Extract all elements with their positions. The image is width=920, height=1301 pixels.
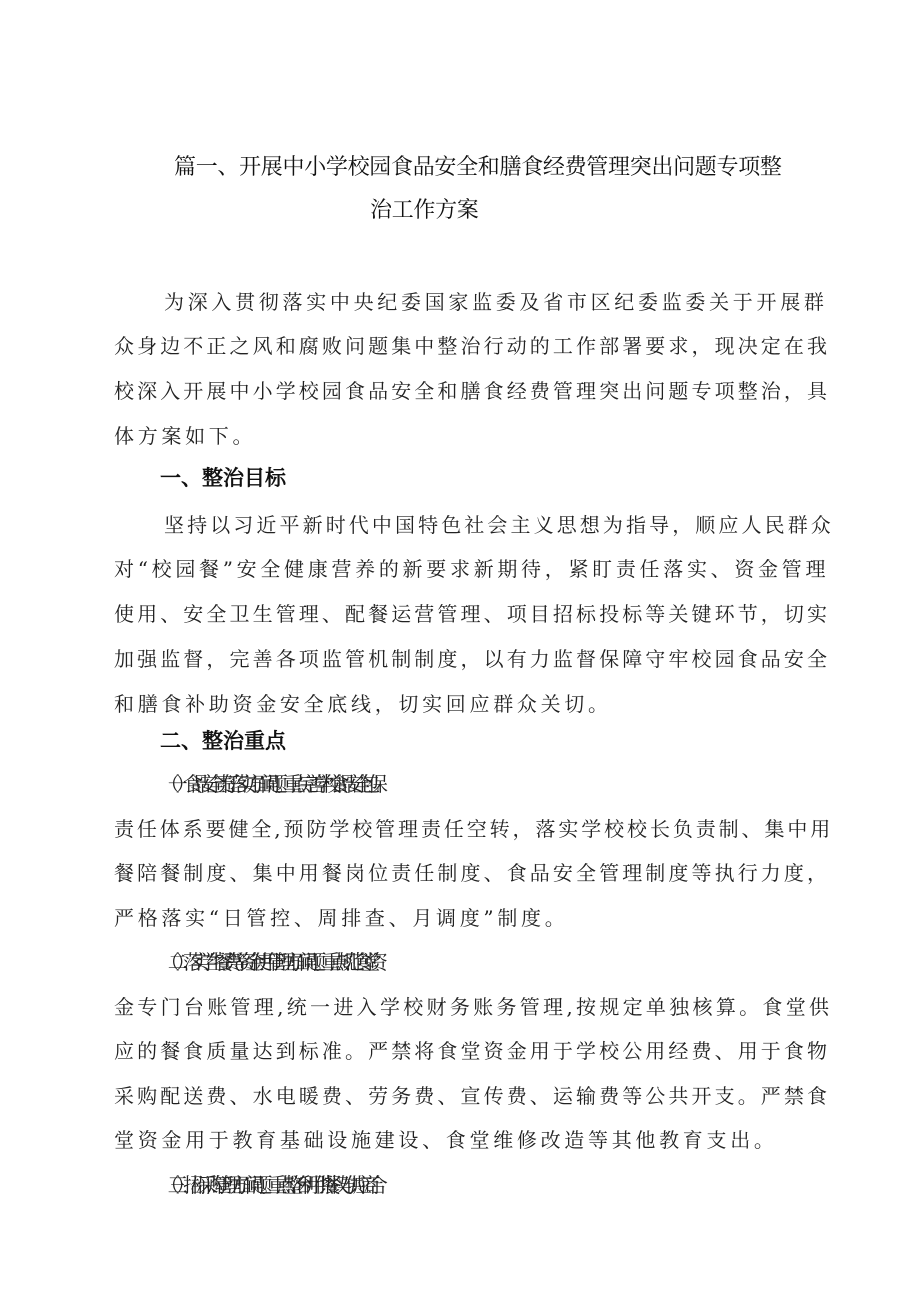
focus-item-1-line: （一）食品安全责任落实方面问题。重点完善学校食品安全包保: [160, 772, 376, 796]
focus-item-1-line: 严格落实“日管控、周排查、月调度”制度。: [114, 906, 569, 930]
focus-item-1-line: 责任体系要健全,预防学校管理责任空转，落实学校校长负责制、集中用: [114, 817, 834, 841]
section-heading-focus: 二、整治重点: [160, 729, 286, 753]
goals-paragraph-line: 加强监督，完善各项监管机制制度，以有力监督保障守牢校园食品安全: [114, 647, 831, 671]
focus-item-3-line: （三）招标采购管理方面问题。重点整治利用供餐权与供应商合: [160, 1173, 376, 1197]
focus-item-2-line: 金专门台账管理,统一进入学校财务账务管理,按规定单独核算。食堂供: [114, 995, 833, 1019]
document-title-line-2: 治工作方案: [370, 198, 479, 223]
focus-item-2-line: 应的餐食质量达到标准。严禁将食堂资金用于学校公用经费、用于食物: [114, 1039, 831, 1063]
section-heading-goals: 一、整治目标: [160, 466, 286, 490]
intro-paragraph-line: 体方案如下。: [114, 424, 257, 448]
goals-paragraph-line: 和膳食补助资金安全底线，切实回应群众关切。: [114, 692, 612, 716]
focus-item-2-line: （二）落实学生餐费等资金使用管理方面问题。重点规范食堂资: [160, 950, 376, 974]
intro-paragraph-line: 校深入开展中小学校园食品安全和膳食经费管理突出问题专项整治，具: [114, 379, 831, 403]
focus-item-2-line: 采购配送费、水电暖费、劳务费、宣传费、运输费等公共开支。严禁食: [114, 1084, 831, 1108]
intro-paragraph-line: 为深入贯彻落实中央纪委国家监委及省市区纪委监委关于开展群: [164, 290, 828, 314]
goals-paragraph-line: 对“校园餐”安全健康营养的新要求新期待，紧盯责任落实、资金管理: [114, 557, 830, 581]
focus-item-2-line: 堂资金用于教育基础设施建设、食堂维修改造等其他教育支出。: [114, 1128, 778, 1152]
document-title-line-1: 篇一、开展中小学校园食品安全和膳食经费管理突出问题专项整: [174, 155, 782, 180]
focus-item-1-line: 餐陪餐制度、集中用餐岗位责任制度、食品安全管理制度等执行力度，: [114, 861, 831, 885]
intro-paragraph-line: 众身边不正之风和腐败问题集中整治行动的工作部署要求，现决定在我: [114, 334, 831, 358]
goals-paragraph-line: 坚持以习近平新时代中国特色社会主义思想为指导，顺应人民群众: [164, 513, 834, 537]
goals-paragraph-line: 使用、安全卫生管理、配餐运营管理、项目招标投标等关键环节，切实: [114, 602, 831, 626]
